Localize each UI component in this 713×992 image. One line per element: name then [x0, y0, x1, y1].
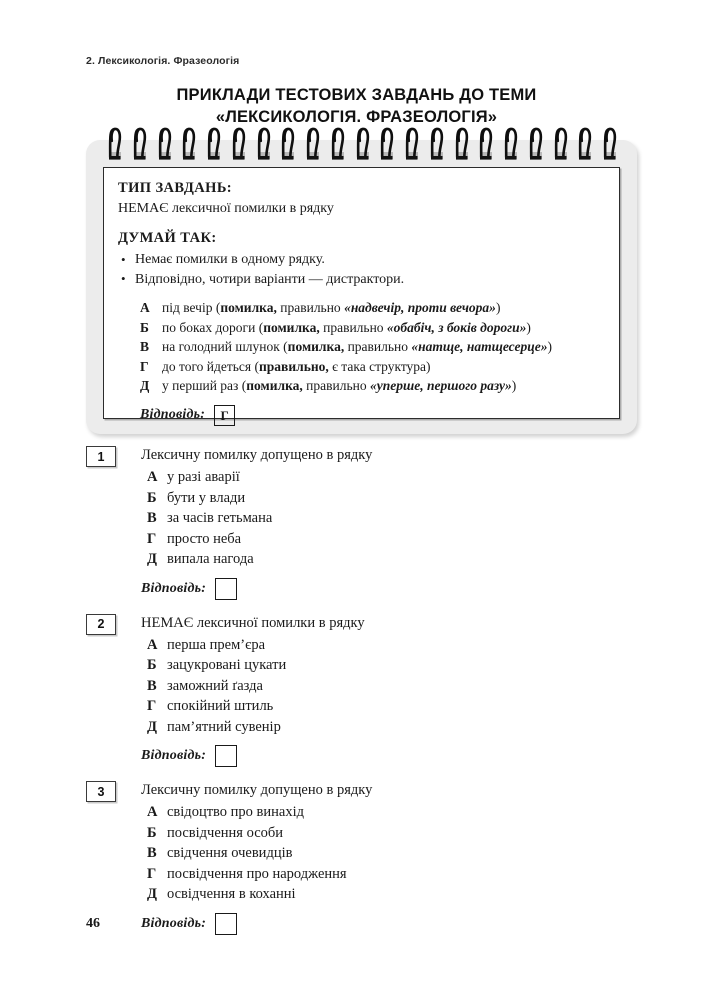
option-text-bold: помилка, — [263, 319, 320, 335]
option-text: у разі аварії — [167, 469, 240, 485]
question-option-list — [141, 467, 646, 570]
spiral-ring-icon — [305, 126, 322, 168]
running-head: 2. Лексикологія. Фразеологія — [86, 55, 240, 67]
spiral-ring-icon — [355, 126, 372, 168]
option-letter: А — [147, 804, 158, 820]
question-option-row[interactable] — [141, 884, 646, 905]
option-text: свідчення очевидців — [167, 845, 293, 861]
question-stem: Лексичну помилку допущено в рядку — [141, 782, 373, 798]
option-letter: В — [147, 510, 157, 526]
spiral-ring-icon — [157, 126, 174, 168]
example-option-row — [140, 376, 609, 396]
spiral-ring-icon — [379, 126, 396, 168]
answer-label: Відповідь: — [141, 748, 207, 763]
option-letter: Д — [147, 551, 157, 567]
option-text-emphasis: «обабіч, з боків дороги» — [386, 319, 527, 335]
option-text-plain: правильно — [276, 300, 345, 315]
spiral-ring-icon — [181, 126, 198, 168]
option-text: спокійний штиль — [167, 698, 274, 714]
option-text-plain: ) — [547, 339, 552, 354]
question-answer-row — [141, 745, 646, 767]
option-letter: А — [140, 300, 150, 315]
question-block — [86, 446, 646, 600]
spiral-ring-icon — [478, 126, 495, 168]
option-letter: Д — [140, 378, 150, 393]
option-text: посвідчення про народження — [167, 865, 347, 882]
question-option-row[interactable] — [141, 843, 646, 864]
question-option-row[interactable] — [141, 655, 646, 676]
question-stem: НЕМАЄ лексичної помилки в рядку — [141, 614, 365, 631]
spiral-ring-icon — [429, 126, 446, 168]
question-block — [86, 781, 646, 935]
question-option-row[interactable] — [141, 717, 646, 738]
question-option-row[interactable] — [141, 864, 646, 885]
option-letter: Г — [147, 698, 157, 714]
option-text-plain: є така структура — [328, 358, 427, 374]
question-number-badge: 1 — [86, 446, 116, 467]
spiral-ring-icon — [107, 126, 124, 168]
answer-box[interactable] — [215, 578, 237, 600]
option-letter: Б — [147, 824, 157, 841]
spiral-ring-icon — [602, 126, 619, 168]
option-text-plain: правильно — [319, 319, 387, 335]
option-text: перша прем’єра — [167, 636, 266, 653]
spiral-ring-icon — [404, 126, 421, 168]
question-option-row[interactable] — [141, 529, 646, 550]
example-option-row — [140, 298, 609, 318]
task-type-heading: ТИП ЗАВДАНЬ: — [118, 180, 233, 196]
question-option-list — [141, 635, 646, 738]
option-text-plain: у перший раз ( — [162, 378, 247, 393]
title-line-2: «ЛЕКСИКОЛОГІЯ. ФРАЗЕОЛОГІЯ» — [215, 108, 498, 126]
option-text: випала нагода — [167, 551, 254, 567]
page-title — [0, 84, 713, 128]
spiral-ring-icon — [330, 126, 347, 168]
list-item: • Відповідно, чотири варіанти — дистрактори. — [118, 270, 609, 290]
option-text-plain: на голодний шлунок ( — [162, 339, 288, 354]
title-line-1: ПРИКЛАДИ ТЕСТОВИХ ЗАВДАНЬ ДО ТЕМИ — [176, 86, 537, 104]
spiral-ring-icon — [280, 126, 297, 168]
example-option-row — [140, 318, 609, 338]
option-text-plain: під вечір ( — [162, 300, 221, 315]
option-text-plain: правильно — [344, 339, 412, 354]
option-letter: А — [147, 469, 158, 485]
option-text-bold: правильно, — [259, 358, 329, 374]
option-text: бути у влади — [167, 489, 246, 506]
example-option-row — [140, 337, 609, 357]
question-option-row[interactable] — [141, 508, 646, 529]
question-option-row[interactable] — [141, 802, 646, 823]
spiral-ring-icon — [231, 126, 248, 168]
example-option-list — [140, 298, 609, 396]
question-answer-row — [141, 913, 646, 935]
option-text-emphasis: «уперше, першого разу» — [369, 378, 512, 393]
question-number-badge: 3 — [86, 781, 116, 802]
question-option-row[interactable] — [141, 635, 646, 656]
option-letter: В — [147, 677, 157, 694]
question-block — [86, 614, 646, 768]
option-text — [162, 357, 609, 377]
list-item: • Немає помилки в одному рядку. — [118, 250, 609, 270]
question-option-row[interactable] — [141, 467, 646, 488]
answer-label: Відповідь: — [141, 580, 207, 596]
question-option-row[interactable] — [141, 676, 646, 697]
option-text: пам’ятний сувенір — [167, 718, 281, 735]
example-answer-row — [140, 405, 609, 426]
option-text: просто неба — [167, 530, 242, 547]
option-text — [162, 337, 609, 357]
option-text: зацукровані цукати — [167, 657, 287, 673]
option-text: за часів гетьмана — [167, 510, 273, 526]
option-letter: В — [140, 339, 150, 354]
answer-box[interactable] — [215, 745, 237, 767]
notebook-content — [118, 178, 609, 426]
option-letter: Б — [147, 657, 157, 673]
option-text-plain: правильно — [302, 378, 370, 393]
option-letter: Г — [147, 530, 157, 547]
answer-box[interactable] — [215, 913, 237, 935]
option-text-bold: помилка, — [246, 378, 303, 393]
question-list — [86, 446, 646, 949]
option-text: заможний ґазда — [167, 677, 263, 694]
option-letter: Г — [147, 865, 157, 882]
option-text-plain: по боках дороги ( — [162, 319, 264, 335]
example-option-row — [140, 357, 609, 377]
question-option-list — [141, 802, 646, 905]
option-text: освідчення в коханні — [167, 886, 296, 902]
option-text-plain: ) — [426, 358, 431, 374]
option-letter: В — [147, 845, 157, 861]
option-letter: Б — [147, 489, 157, 506]
question-option-row[interactable] — [141, 696, 646, 717]
option-text — [162, 318, 609, 338]
question-option-row[interactable] — [141, 823, 646, 844]
spiral-ring-icon — [528, 126, 545, 168]
spiral-ring-icon — [577, 126, 594, 168]
option-text-plain: ) — [495, 300, 501, 315]
question-stem: Лексичну помилку допущено в рядку — [141, 447, 373, 463]
option-text-emphasis: «натще, натщесерце» — [411, 339, 548, 354]
question-option-row[interactable] — [141, 549, 646, 570]
question-number-badge: 2 — [86, 614, 116, 635]
think-heading: ДУМАЙ ТАК: — [118, 230, 217, 246]
option-text-bold: помилка, — [220, 300, 277, 315]
option-text: посвідчення особи — [167, 824, 284, 841]
think-bullet-list — [118, 250, 609, 289]
option-text — [162, 298, 609, 318]
answer-label: Відповідь: — [141, 915, 207, 931]
option-text-plain: ) — [511, 378, 517, 393]
option-text-bold: помилка, — [287, 339, 345, 354]
spiral-ring-icon — [256, 126, 273, 168]
spiral-ring-icon — [503, 126, 520, 168]
notebook-inner-panel — [103, 167, 620, 423]
notebook-card — [86, 140, 637, 434]
option-letter: А — [147, 636, 158, 653]
option-text — [162, 376, 609, 396]
answer-label: Відповідь: — [140, 407, 206, 422]
question-answer-row — [141, 578, 646, 600]
option-letter: Г — [140, 358, 149, 374]
option-letter: Д — [147, 886, 157, 902]
spiral-ring-icon — [206, 126, 223, 168]
option-text-plain: ) — [526, 319, 531, 335]
answer-box[interactable]: Г — [214, 405, 235, 426]
option-text-plain: до того йдеться ( — [162, 358, 260, 374]
spiral-binding — [86, 126, 637, 170]
option-text-emphasis: «надвечір, проти вечора» — [344, 300, 496, 315]
question-option-row[interactable] — [141, 488, 646, 509]
spiral-ring-icon — [454, 126, 471, 168]
option-letter: Б — [140, 319, 149, 335]
spiral-ring-icon — [553, 126, 570, 168]
task-type-text: НЕМАЄ лексичної помилки в рядку — [118, 201, 334, 216]
option-text: свідоцтво про винахід — [167, 804, 304, 820]
page-number: 46 — [86, 916, 100, 931]
spiral-ring-icon — [132, 126, 149, 168]
option-letter: Д — [147, 718, 157, 735]
